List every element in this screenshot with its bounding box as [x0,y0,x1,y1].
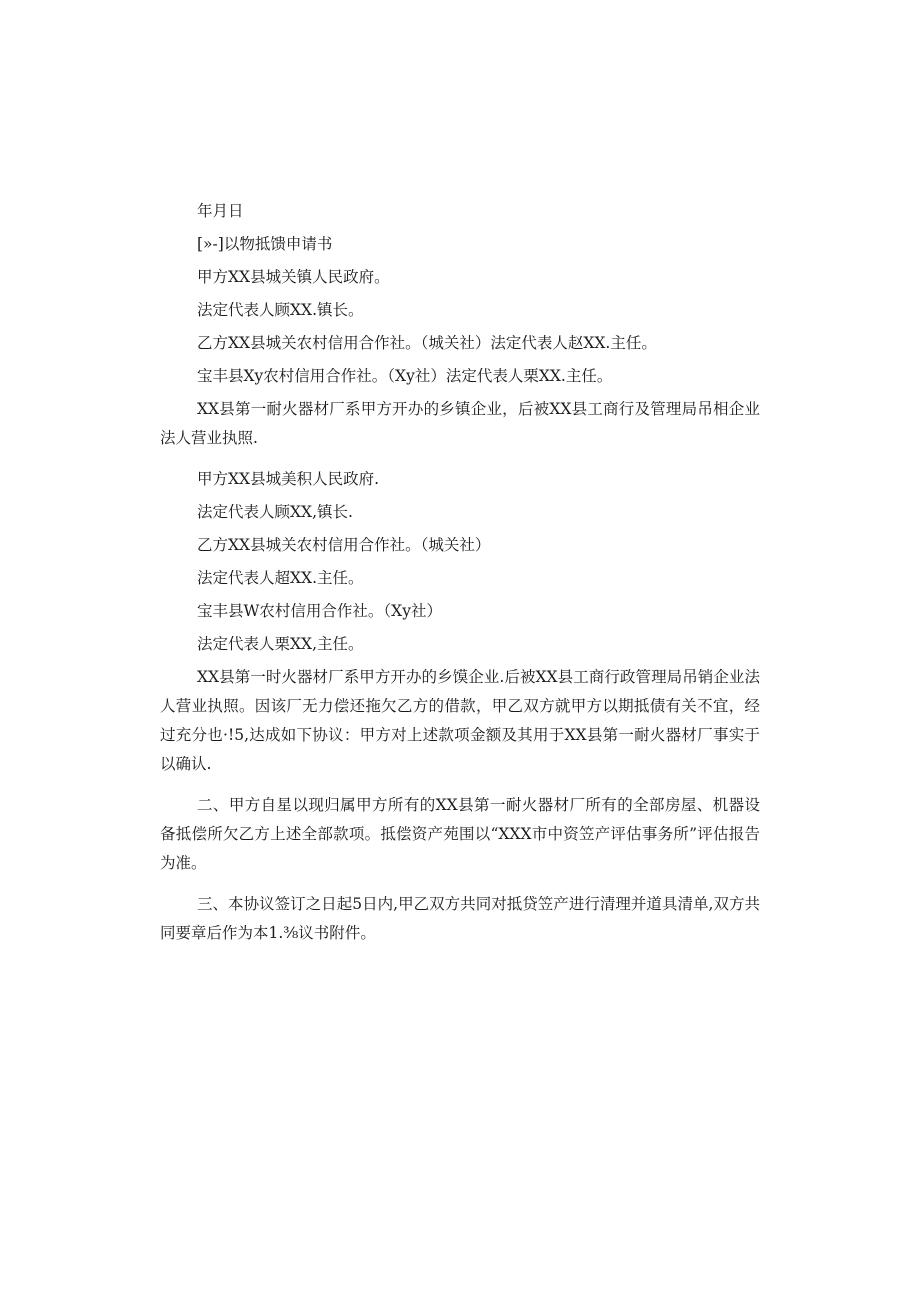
party-c-representative: 法定代表人栗XX,主任。 [197,635,364,653]
clause-three: 三、本协议签订之日起5日内,甲乙双方共同对抵贷笠产进行清理并道具清单,双方共同要章后作为本1.⅜议书附件。 [160,895,760,942]
party-a-repeat: 甲方XX县城美积人民政府. [197,470,379,488]
party-c-repeat: 宝丰县W农村信用合作社。（Xy社） [197,602,442,620]
party-b-repeat: 乙方XX县城关农村信用合作社。（城关社） [197,536,491,554]
party-a: 甲方XX县城关镇人民政府。 [197,268,390,286]
party-b-representative: 法定代表人超XX.主任。 [197,569,364,587]
agreement-preamble: XX县第一时火器材厂系甲方开办的乡馍企业.后被XX县工商行政管理局吊销企业法人营业执照。因该厂无力偿还拖欠乙方的借款，甲乙双方就甲方以期抵债有关不宜，经过充分也·!5,达成如下协议：甲方对上述款项金额及其用于XX县第一耐火器材厂事实于以确认. [160,668,760,773]
clause-two: 二、甲方自星以现归属甲方所有的XX县第一耐火器材厂所有的全部房屋、机器设备抵偿所欠乙方上述全部款项。抵偿资产苑围以“XXX市中资笠产评估事务所”评估报告为准。 [160,796,760,872]
party-b: 乙方XX县城关农村信用合作社。（城关社）法定代表人赵XX.主任。 [197,334,657,352]
party-c: 宝丰县Xy农村信用合作社。（Xy社）法定代表人栗XX.主任。 [197,367,613,385]
party-a-representative-repeat: 法定代表人顾XX,镇长. [197,503,353,521]
background-paragraph: XX县第一耐火器材厂系甲方开办的乡镇企业，后被XX县工商行及管理局吊相企业法人营业执照. [160,400,760,447]
document-body [160,197,760,952]
document-title: [»-]以物抵馈申请书 [197,235,333,253]
party-a-representative: 法定代表人顾XX.镇长。 [197,301,364,319]
date-line: 年月日 [197,202,244,220]
